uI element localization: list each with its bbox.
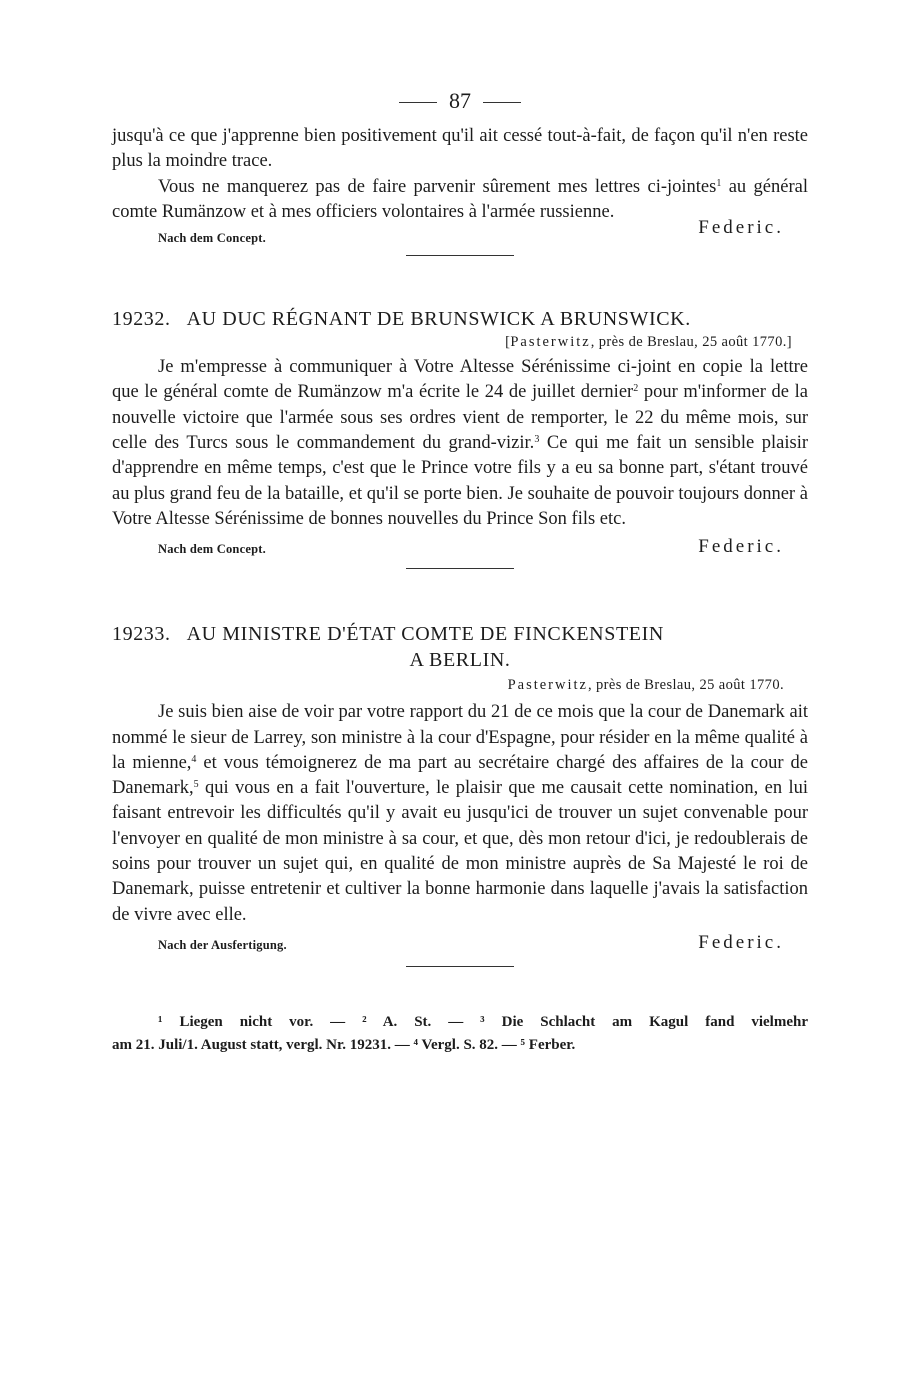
separator bbox=[406, 255, 514, 256]
place-name: Pasterwitz bbox=[510, 334, 591, 351]
letter-signoff bbox=[112, 536, 808, 562]
source-note: Nach dem Concept. bbox=[158, 542, 266, 557]
letter-heading bbox=[112, 621, 808, 673]
separator bbox=[406, 966, 514, 967]
footnote-ref-2: 2 bbox=[633, 383, 639, 395]
body-text-c: qui vous en a fait l'ouverture, le plaisir que me causait cette nomination, en lui faisant entrevoir les difficultés qu'il y avait eu jusqu'ici de trouver un sujet convenable pour l'envoyer en qualité de mon ministre à sa cour, et que, dès mon retour d'ici, je redoublerais de soins pour trouver un sujet qui, en qualité de mon ministre auprès de Sa Majesté le roi de Danemark, puisse entretenir et cultiver la bonne harmonie dans laquelle j'avais la satisfaction de vivre avec elle. bbox=[112, 778, 808, 925]
header-dash-right bbox=[483, 102, 521, 103]
letter-number: 19233. bbox=[112, 623, 171, 646]
source-note: Nach der Ausfertigung. bbox=[158, 937, 287, 952]
footnote-ref-5: 5 bbox=[193, 779, 199, 791]
signature: Federic. bbox=[698, 217, 784, 239]
letter-body bbox=[112, 700, 808, 928]
footnote-line-1: ¹ Liegen nicht vor. — ² A. St. — ³ Die Schlacht am Kagul fand vielmehr bbox=[158, 1013, 808, 1030]
bracket-open: [ bbox=[505, 334, 511, 351]
signature: Federic. bbox=[698, 931, 784, 953]
footnote-line-2: am 21. Juli/1. August statt, vergl. Nr. 19231. — ⁴ Vergl. S. 82. — ⁵ Ferber. bbox=[112, 1036, 576, 1053]
footnotes bbox=[112, 1011, 808, 1057]
place-name: Pasterwitz bbox=[507, 677, 588, 694]
source-note: Nach dem Concept. bbox=[158, 231, 266, 246]
footnote-ref-3: 3 bbox=[534, 434, 540, 446]
body-text-c: Ce qui me fait un sensible plaisir d'apprendre en même temps, c'est que le Prince votre fils y a eu sa bonne part, s'étant trouvé au plus grand feu de la bataille, et qu'il se porte bien. Je souhaite de pouvoir toujours donner à Votre Altesse Sérénissime de bonnes nouvelles du Prince Son fils etc. bbox=[112, 433, 808, 529]
page-header bbox=[112, 88, 808, 114]
letter-number: 19232. bbox=[112, 308, 171, 331]
letter-place-date bbox=[112, 677, 784, 694]
page-number: 87 bbox=[449, 88, 471, 113]
letter-signoff bbox=[112, 932, 808, 958]
place-date: , près de Breslau, 25 août 1770. bbox=[587, 677, 784, 694]
separator bbox=[406, 568, 514, 569]
letter-recipient: AU DUC RÉGNANT DE BRUNSWICK A BRUNSWICK. bbox=[186, 308, 691, 331]
letter-recipient-line2: A BERLIN. bbox=[409, 649, 511, 672]
footnote-ref-1: 1 bbox=[716, 177, 722, 189]
page bbox=[112, 88, 808, 1057]
letter-place-date bbox=[112, 334, 792, 351]
letter-recipient-line1: AU MINISTRE D'ÉTAT COMTE DE FINCKENSTEIN bbox=[186, 623, 664, 646]
footnote-ref-4: 4 bbox=[191, 753, 197, 765]
continuation-text-b: au général comte Rumänzow et à mes officiers volontaires à l'armée russienne. bbox=[112, 176, 808, 222]
body-text-a: Je m'empresse à communiquer à Votre Altesse Sérénissime ci-joint en copie la lettre que le général comte de Rumänzow m'a écrite le 24 de juillet dernier bbox=[112, 357, 808, 403]
header-dash-left bbox=[399, 102, 437, 103]
body-text-b: et vous témoignerez de ma part au secrétaire chargé des affaires de la cour de Danemark, bbox=[112, 752, 808, 799]
continuation-paragraph-1: jusqu'à ce que j'apprenne bien positivement qu'il ait cessé tout-à-fait, de façon qu'il n'en reste plus la moindre trace. bbox=[112, 126, 808, 172]
body-text-b: pour m'informer de la nouvelle victoire que l'armée sous ses ordres vient de remporter, le 22 du même mois, sur celle des Turcs sous le commandement du grand-vizir. bbox=[112, 382, 808, 454]
letter-body bbox=[112, 355, 808, 532]
place-date: , près de Breslau, 25 août 1770.] bbox=[590, 334, 792, 351]
body-text-a: Je suis bien aise de voir par votre rapport du 21 de ce mois que la cour de Danemark ait nommé le sieur de Larrey, son ministre à la cour d'Espagne, pour résider en la même qualité à la mienne, bbox=[112, 702, 808, 773]
continuation-signoff bbox=[112, 219, 808, 247]
continuation-text-a: Vous ne manquerez pas de faire parvenir sûrement mes lettres ci-jointes bbox=[158, 176, 717, 197]
letter-heading bbox=[112, 306, 808, 332]
signature: Federic. bbox=[698, 536, 784, 558]
